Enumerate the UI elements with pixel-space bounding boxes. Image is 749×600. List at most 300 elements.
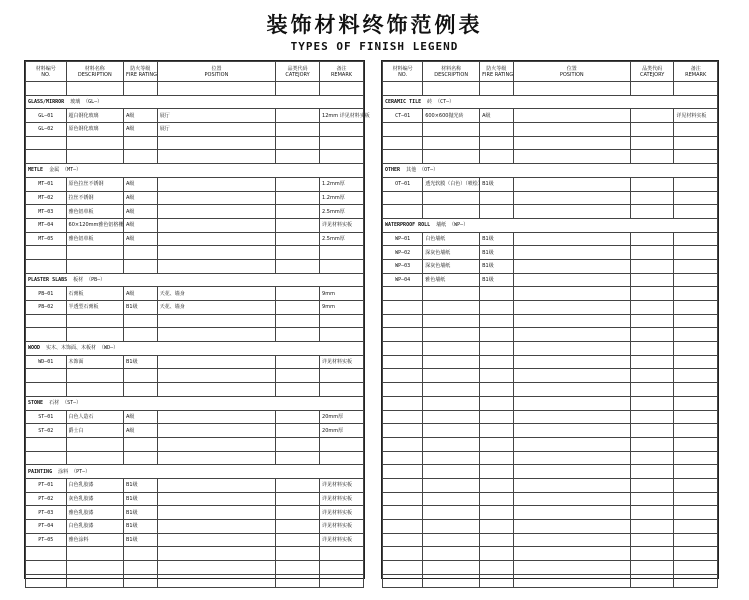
blank-cell bbox=[423, 342, 480, 356]
blank-cell bbox=[513, 437, 630, 451]
blank-cell bbox=[157, 561, 275, 575]
material-fire-rating: B1级 bbox=[480, 232, 514, 246]
material-description: 石膏板 bbox=[66, 287, 123, 301]
blank-cell bbox=[630, 205, 674, 219]
material-remark: 详见材料实板 bbox=[320, 492, 364, 506]
table-row bbox=[383, 273, 718, 287]
section-name-en: PLASTER SLABS bbox=[28, 276, 68, 283]
blank-cell bbox=[630, 301, 674, 315]
material-position bbox=[157, 177, 275, 191]
blank-cell bbox=[630, 328, 674, 342]
material-remark: 详见材料实板 bbox=[320, 355, 364, 369]
material-remark: 详见材料实板 bbox=[320, 506, 364, 520]
blank-cell bbox=[513, 328, 630, 342]
blank-cell bbox=[124, 259, 158, 273]
blank-cell bbox=[66, 246, 123, 260]
material-code: MT—03 bbox=[26, 205, 67, 219]
blank-cell bbox=[674, 547, 718, 561]
blank-cell bbox=[423, 478, 480, 492]
blank-cell bbox=[124, 369, 158, 383]
blank-cell bbox=[423, 492, 480, 506]
blank-cell bbox=[26, 259, 67, 273]
blank-cell bbox=[320, 328, 364, 342]
blank-cell bbox=[674, 383, 718, 397]
blank-cell bbox=[630, 506, 674, 520]
section-name-en: WOOD bbox=[28, 345, 41, 352]
material-code: PT—02 bbox=[26, 492, 67, 506]
blank-cell bbox=[423, 205, 480, 219]
blank-cell bbox=[124, 574, 158, 588]
table-row bbox=[26, 232, 364, 246]
blank-cell bbox=[513, 574, 630, 588]
blank-cell bbox=[383, 492, 423, 506]
blank-row bbox=[383, 301, 718, 315]
blank-cell bbox=[157, 369, 275, 383]
blank-cell bbox=[66, 547, 123, 561]
material-code: PB—02 bbox=[26, 301, 67, 315]
blank-cell bbox=[276, 328, 320, 342]
blank-row bbox=[383, 424, 718, 438]
blank-cell bbox=[513, 506, 630, 520]
table-row bbox=[26, 506, 364, 520]
section-heading bbox=[26, 465, 364, 479]
section-row bbox=[383, 95, 718, 109]
material-description: 深灰色墙纸 bbox=[423, 246, 480, 260]
material-position bbox=[157, 410, 275, 424]
blank-cell bbox=[383, 205, 423, 219]
material-position bbox=[157, 218, 275, 232]
blank-cell bbox=[276, 246, 320, 260]
blank-cell bbox=[480, 205, 514, 219]
material-remark bbox=[674, 232, 718, 246]
material-description: 白色人造石 bbox=[66, 410, 123, 424]
blank-row bbox=[26, 314, 364, 328]
table-row bbox=[26, 301, 364, 315]
blank-cell bbox=[480, 396, 514, 410]
blank-cell bbox=[630, 355, 674, 369]
blank-cell bbox=[480, 451, 514, 465]
material-description: 灰色乳胶漆 bbox=[66, 492, 123, 506]
material-description: 600×600抛光砖 bbox=[423, 109, 480, 123]
blank-row bbox=[26, 561, 364, 575]
blank-cell bbox=[423, 328, 480, 342]
blank-cell bbox=[674, 287, 718, 301]
blank-cell bbox=[674, 191, 718, 205]
material-remark: 详见材料实板 bbox=[320, 218, 364, 232]
material-category bbox=[630, 246, 674, 260]
blank-cell bbox=[480, 383, 514, 397]
blank-cell bbox=[674, 136, 718, 150]
material-code: PT—04 bbox=[26, 520, 67, 534]
section-row bbox=[26, 95, 364, 109]
header-category: 品类代码 CATEJORY bbox=[630, 62, 674, 82]
material-code: GL—01 bbox=[26, 109, 67, 123]
blank-cell bbox=[124, 136, 158, 150]
blank-row bbox=[26, 437, 364, 451]
blank-cell bbox=[383, 328, 423, 342]
blank-cell bbox=[383, 191, 423, 205]
blank-cell bbox=[383, 465, 423, 479]
blank-cell bbox=[276, 136, 320, 150]
blank-cell bbox=[66, 136, 123, 150]
blank-cell bbox=[513, 478, 630, 492]
blank-cell bbox=[423, 533, 480, 547]
blank-cell bbox=[674, 396, 718, 410]
blank-cell bbox=[320, 259, 364, 273]
material-category bbox=[276, 492, 320, 506]
blank-cell bbox=[630, 478, 674, 492]
blank-cell bbox=[480, 410, 514, 424]
blank-cell bbox=[630, 191, 674, 205]
blank-row bbox=[383, 478, 718, 492]
blank-cell bbox=[383, 533, 423, 547]
material-position bbox=[157, 520, 275, 534]
material-code: WP—01 bbox=[383, 232, 423, 246]
blank-cell bbox=[674, 465, 718, 479]
section-name-en: STONE bbox=[28, 400, 44, 407]
blank-cell bbox=[423, 82, 480, 96]
blank-cell bbox=[480, 520, 514, 534]
material-fire-rating: B1级 bbox=[124, 533, 158, 547]
blank-cell bbox=[630, 561, 674, 575]
blank-cell bbox=[630, 136, 674, 150]
blank-cell bbox=[630, 574, 674, 588]
blank-cell bbox=[480, 492, 514, 506]
blank-cell bbox=[276, 259, 320, 273]
material-remark bbox=[674, 177, 718, 191]
material-description: 半透型石膏板 bbox=[66, 301, 123, 315]
section-name-en: PAINTING bbox=[28, 468, 53, 475]
blank-cell bbox=[630, 396, 674, 410]
table-row bbox=[26, 492, 364, 506]
material-fire-rating: A级 bbox=[124, 287, 158, 301]
material-position bbox=[513, 177, 630, 191]
material-category bbox=[276, 191, 320, 205]
section-name-en: WATERPROOF ROLL bbox=[385, 222, 431, 229]
page-title: 装饰材料终饰范例表 bbox=[266, 13, 483, 37]
blank-cell bbox=[630, 410, 674, 424]
blank-cell bbox=[66, 561, 123, 575]
material-description: 雅色铝单板 bbox=[66, 232, 123, 246]
blank-cell bbox=[66, 259, 123, 273]
blank-row bbox=[383, 355, 718, 369]
table-row bbox=[26, 410, 364, 424]
material-code: OT—01 bbox=[383, 177, 423, 191]
material-category bbox=[630, 273, 674, 287]
blank-cell bbox=[423, 369, 480, 383]
table-row bbox=[26, 177, 364, 191]
blank-cell bbox=[480, 191, 514, 205]
blank-cell bbox=[513, 410, 630, 424]
blank-cell bbox=[674, 561, 718, 575]
section-name-cn: 石材 （ST—） bbox=[49, 400, 82, 407]
material-category bbox=[276, 478, 320, 492]
material-description: 雅色乳胶漆 bbox=[66, 506, 123, 520]
section-heading bbox=[383, 218, 718, 232]
material-code: PB—01 bbox=[26, 287, 67, 301]
blank-cell bbox=[513, 123, 630, 137]
blank-cell bbox=[383, 355, 423, 369]
material-description: 原色拉丝不锈钢 bbox=[66, 177, 123, 191]
blank-row bbox=[383, 451, 718, 465]
section-row bbox=[383, 218, 718, 232]
material-category bbox=[276, 218, 320, 232]
section-name-cn: 砖 （CT—） bbox=[427, 99, 455, 106]
section-row bbox=[26, 342, 364, 356]
blank-row bbox=[383, 383, 718, 397]
blank-cell bbox=[276, 314, 320, 328]
blank-cell bbox=[480, 342, 514, 356]
material-category bbox=[630, 232, 674, 246]
blank-cell bbox=[124, 383, 158, 397]
blank-cell bbox=[124, 246, 158, 260]
finish-legend-table-left bbox=[24, 60, 370, 579]
material-fire-rating: A级 bbox=[124, 424, 158, 438]
blank-cell bbox=[320, 369, 364, 383]
blank-cell bbox=[124, 451, 158, 465]
blank-cell bbox=[423, 465, 480, 479]
blank-cell bbox=[276, 437, 320, 451]
blank-cell bbox=[423, 123, 480, 137]
table-row bbox=[26, 205, 364, 219]
blank-cell bbox=[674, 437, 718, 451]
blank-cell bbox=[480, 314, 514, 328]
material-category bbox=[276, 506, 320, 520]
table-row bbox=[26, 109, 364, 123]
blank-cell bbox=[630, 287, 674, 301]
material-fire-rating: B1级 bbox=[124, 506, 158, 520]
material-description: 60×120mm雅色铝格栅 bbox=[66, 218, 123, 232]
material-description: 爵士白 bbox=[66, 424, 123, 438]
blank-row bbox=[383, 396, 718, 410]
material-fire-rating: A级 bbox=[124, 410, 158, 424]
blank-cell bbox=[630, 520, 674, 534]
blank-cell bbox=[674, 492, 718, 506]
blank-cell bbox=[26, 314, 67, 328]
blank-cell bbox=[513, 547, 630, 561]
blank-cell bbox=[513, 191, 630, 205]
blank-cell bbox=[383, 301, 423, 315]
blank-cell bbox=[674, 478, 718, 492]
material-fire-rating: B1级 bbox=[124, 301, 158, 315]
blank-row bbox=[26, 259, 364, 273]
material-position: 展厅 bbox=[157, 109, 275, 123]
blank-cell bbox=[383, 396, 423, 410]
blank-cell bbox=[513, 561, 630, 575]
section-name-en: GLASS/MIRROR bbox=[28, 99, 65, 106]
blank-cell bbox=[630, 123, 674, 137]
section-name-cn: 玻璃 （GL—） bbox=[70, 99, 103, 106]
blank-cell bbox=[276, 451, 320, 465]
blank-cell bbox=[26, 547, 67, 561]
material-remark: 9mm bbox=[320, 301, 364, 315]
blank-cell bbox=[480, 150, 514, 164]
blank-cell bbox=[630, 314, 674, 328]
section-name-en: CERAMIC TILE bbox=[385, 99, 422, 106]
material-position bbox=[513, 109, 630, 123]
blank-row bbox=[383, 492, 718, 506]
blank-cell bbox=[513, 301, 630, 315]
material-fire-rating: B1级 bbox=[480, 273, 514, 287]
material-description: 深灰色墙纸 bbox=[423, 259, 480, 273]
table-row bbox=[383, 177, 718, 191]
blank-cell bbox=[320, 246, 364, 260]
blank-cell bbox=[674, 205, 718, 219]
blank-cell bbox=[26, 451, 67, 465]
blank-cell bbox=[480, 355, 514, 369]
blank-cell bbox=[513, 355, 630, 369]
blank-cell bbox=[674, 355, 718, 369]
blank-row bbox=[383, 561, 718, 575]
header-fire-rating: 防火等级 FIRE RATING bbox=[480, 62, 514, 82]
blank-cell bbox=[674, 82, 718, 96]
section-row bbox=[26, 396, 364, 410]
blank-cell bbox=[513, 82, 630, 96]
material-description: 原色钢化玻璃 bbox=[66, 123, 123, 137]
material-position bbox=[157, 506, 275, 520]
blank-cell bbox=[630, 342, 674, 356]
blank-cell bbox=[674, 520, 718, 534]
blank-row bbox=[383, 328, 718, 342]
material-fire-rating: B1级 bbox=[124, 355, 158, 369]
blank-cell bbox=[157, 437, 275, 451]
blank-cell bbox=[423, 547, 480, 561]
material-fire-rating: B1级 bbox=[480, 259, 514, 273]
material-category bbox=[276, 109, 320, 123]
blank-cell bbox=[630, 465, 674, 479]
blank-row bbox=[383, 287, 718, 301]
material-description: 白色乳胶漆 bbox=[66, 478, 123, 492]
material-code: MT—04 bbox=[26, 218, 67, 232]
blank-cell bbox=[480, 465, 514, 479]
blank-cell bbox=[383, 369, 423, 383]
blank-cell bbox=[423, 287, 480, 301]
material-remark: 详见材料实板 bbox=[320, 520, 364, 534]
blank-cell bbox=[513, 465, 630, 479]
material-category bbox=[630, 259, 674, 273]
material-position bbox=[513, 273, 630, 287]
blank-cell bbox=[320, 451, 364, 465]
material-remark: 20mm厚 bbox=[320, 410, 364, 424]
header-position: 位置 POSITION bbox=[513, 62, 630, 82]
blank-cell bbox=[26, 369, 67, 383]
material-category bbox=[276, 301, 320, 315]
material-remark bbox=[674, 246, 718, 260]
blank-row bbox=[383, 342, 718, 356]
blank-row bbox=[383, 465, 718, 479]
blank-cell bbox=[480, 328, 514, 342]
material-code: ST—01 bbox=[26, 410, 67, 424]
material-code: MT—02 bbox=[26, 191, 67, 205]
material-remark: 12mm 详见材料实板 bbox=[320, 109, 364, 123]
blank-row bbox=[383, 191, 718, 205]
material-remark: 1.2mm厚 bbox=[320, 177, 364, 191]
material-position bbox=[157, 478, 275, 492]
material-description: 透光软膜（白色）（喷绘） bbox=[423, 177, 480, 191]
blank-cell bbox=[513, 150, 630, 164]
material-remark: 9mm bbox=[320, 287, 364, 301]
material-category bbox=[276, 355, 320, 369]
section-heading bbox=[383, 95, 718, 109]
blank-cell bbox=[630, 383, 674, 397]
blank-cell bbox=[674, 150, 718, 164]
material-position bbox=[513, 232, 630, 246]
blank-cell bbox=[480, 123, 514, 137]
blank-cell bbox=[276, 82, 320, 96]
blank-cell bbox=[66, 150, 123, 164]
blank-cell bbox=[674, 342, 718, 356]
table-row bbox=[26, 424, 364, 438]
material-fire-rating: B1级 bbox=[124, 492, 158, 506]
blank-cell bbox=[124, 82, 158, 96]
blank-cell bbox=[157, 82, 275, 96]
header-remark: 备注 REMARK bbox=[320, 62, 364, 82]
table-row bbox=[383, 259, 718, 273]
blank-row bbox=[383, 136, 718, 150]
blank-cell bbox=[66, 574, 123, 588]
material-code: PT—01 bbox=[26, 478, 67, 492]
material-fire-rating: B1级 bbox=[124, 478, 158, 492]
blank-cell bbox=[423, 410, 480, 424]
material-code: PT—03 bbox=[26, 506, 67, 520]
blank-row bbox=[383, 410, 718, 424]
material-position: 天花、墙身 bbox=[157, 301, 275, 315]
blank-cell bbox=[124, 547, 158, 561]
blank-cell bbox=[383, 520, 423, 534]
blank-row bbox=[383, 369, 718, 383]
material-position bbox=[157, 533, 275, 547]
blank-cell bbox=[674, 369, 718, 383]
blank-cell bbox=[630, 150, 674, 164]
blank-cell bbox=[320, 136, 364, 150]
blank-cell bbox=[26, 136, 67, 150]
blank-row bbox=[26, 246, 364, 260]
blank-cell bbox=[157, 547, 275, 561]
header-description: 材料名称 DESCRIPTION bbox=[66, 62, 123, 82]
blank-cell bbox=[157, 150, 275, 164]
material-fire-rating: A级 bbox=[124, 123, 158, 137]
section-name-cn: 墙纸 （WP—） bbox=[436, 222, 469, 229]
material-position: 天花、墙身 bbox=[157, 287, 275, 301]
blank-cell bbox=[513, 314, 630, 328]
material-category bbox=[276, 123, 320, 137]
blank-cell bbox=[26, 82, 67, 96]
blank-cell bbox=[423, 424, 480, 438]
material-fire-rating: B1级 bbox=[124, 520, 158, 534]
blank-cell bbox=[26, 328, 67, 342]
blank-cell bbox=[320, 437, 364, 451]
blank-cell bbox=[383, 150, 423, 164]
blank-cell bbox=[630, 492, 674, 506]
material-category bbox=[276, 232, 320, 246]
blank-cell bbox=[480, 574, 514, 588]
blank-cell bbox=[383, 410, 423, 424]
blank-cell bbox=[157, 136, 275, 150]
blank-cell bbox=[630, 82, 674, 96]
table-header-row bbox=[26, 62, 364, 82]
section-name-cn: 金属 （MT—） bbox=[49, 167, 82, 174]
material-position bbox=[157, 492, 275, 506]
table-row bbox=[26, 355, 364, 369]
blank-row bbox=[383, 533, 718, 547]
blank-cell bbox=[513, 533, 630, 547]
blank-cell bbox=[480, 561, 514, 575]
blank-cell bbox=[383, 287, 423, 301]
material-description: 超白钢化玻璃 bbox=[66, 109, 123, 123]
blank-cell bbox=[320, 383, 364, 397]
material-remark: 2.5mm厚 bbox=[320, 205, 364, 219]
table-row bbox=[383, 232, 718, 246]
